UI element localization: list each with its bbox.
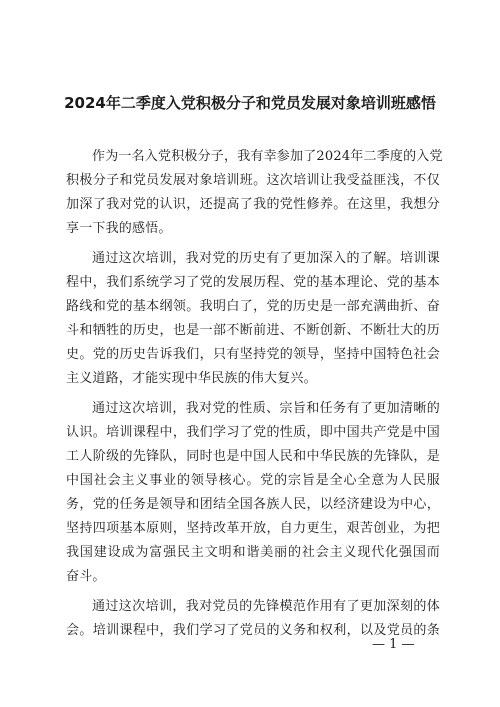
paragraph-line: 斗和牺牲的历史，也是一部不断前进、不断创新、不断壮大的历 xyxy=(66,323,440,338)
paragraph-line: 通过这次培训，我对党的性质、宗旨和任务有了更加清晰的 xyxy=(92,401,440,416)
paragraph-line: 路线和党的基本纲领。我明白了，党的历史是一部充满曲折、奋 xyxy=(66,299,440,314)
paragraph-line: 坚持四项基本原则，坚持改革开放，自力更生，艰苦创业，为把 xyxy=(66,521,440,536)
paragraph-line: 我国建设成为富强民主文明和谐美丽的社会主义现代化强国而 xyxy=(66,545,440,560)
paragraph-line: 加深了我对党的认识，还提高了我的党性修养。在这里，我想分 xyxy=(66,197,440,212)
paragraph-line: 积极分子和党员发展对象培训班。这次培训让我受益匪浅，不仅 xyxy=(66,173,440,188)
paragraph-line: 中国社会主义事业的领导核心。党的宗旨是全心全意为人民服 xyxy=(66,473,440,488)
paragraph-1 xyxy=(66,145,443,241)
paragraph-line: 奋斗。 xyxy=(66,569,106,584)
paragraph-line: 主义道路，才能实现中华民族的伟大复兴。 xyxy=(66,371,317,386)
paragraph-line: 工人阶级的先锋队，同时也是中国人民和中华民族的先锋队，是 xyxy=(66,449,440,464)
paragraph-line: 通过这次培训，我对党的历史有了更加深入的了解。培训课 xyxy=(92,251,440,266)
paragraph-line: 会。培训课程中，我们学习了党员的义务和权利，以及党员的条 xyxy=(66,623,440,638)
paragraph-line: 程中，我们系统学习了党的发展历程、党的基本理论、党的基本 xyxy=(66,275,440,290)
paragraph-line: 通过这次培训，我对党员的先锋模范作用有了更加深刻的体 xyxy=(92,599,440,614)
document-title: 2024年二季度入党积极分子和党员发展对象培训班感悟 xyxy=(64,94,436,112)
page-number: — 1 — xyxy=(372,637,415,652)
paragraph-3 xyxy=(66,397,440,589)
document-body xyxy=(66,145,443,649)
paragraph-line: 务，党的任务是领导和团结全国各族人民，以经济建设为中心， xyxy=(66,497,440,512)
paragraph-2 xyxy=(66,247,440,391)
paragraph-line: 享一下我的感悟。 xyxy=(66,221,172,236)
paragraph-line: 认识。培训课程中，我们学习了党的性质，即中国共产党是中国 xyxy=(66,425,440,440)
paragraph-line: 史。党的历史告诉我们，只有坚持党的领导，坚持中国特色社会 xyxy=(66,347,440,362)
paragraph-line: 作为一名入党积极分子，我有幸参加了2024年二季度的入党 xyxy=(92,149,443,164)
